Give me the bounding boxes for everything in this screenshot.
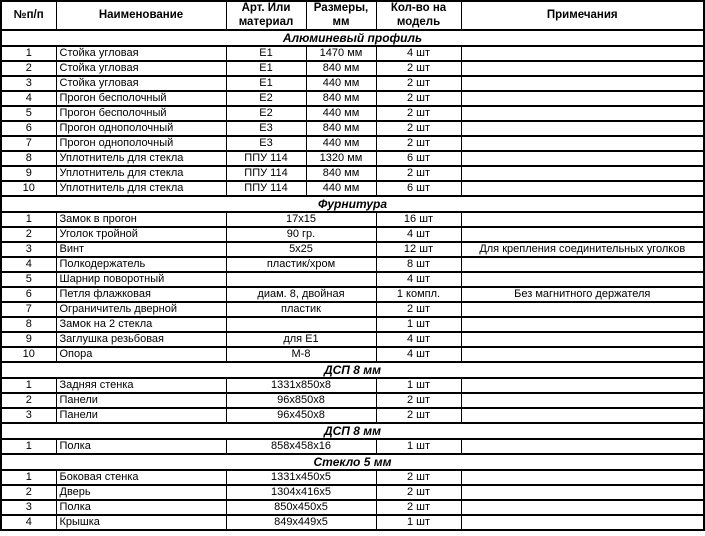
art-material-cell: Е1 <box>226 61 306 76</box>
section-title: ДСП 8 мм <box>1 423 704 439</box>
note-cell <box>461 257 704 272</box>
item-name-cell: Крышка <box>56 515 226 530</box>
table-row <box>1 485 704 500</box>
item-name-cell: Полка <box>56 439 226 454</box>
table-row <box>1 212 704 227</box>
quantity-cell: 2 шт <box>376 470 461 485</box>
art-size-cell: 96х850х8 <box>226 393 376 408</box>
size-cell: 440 мм <box>306 76 376 91</box>
quantity-cell: 4 шт <box>376 46 461 61</box>
row-number-cell: 9 <box>1 166 56 181</box>
row-number-cell: 9 <box>1 332 56 347</box>
table-row <box>1 317 704 332</box>
size-cell: 440 мм <box>306 106 376 121</box>
art-material-cell: Е2 <box>226 106 306 121</box>
row-number-cell: 3 <box>1 500 56 515</box>
item-name-cell: Уплотнитель для стекла <box>56 151 226 166</box>
note-cell <box>461 166 704 181</box>
quantity-cell: 2 шт <box>376 166 461 181</box>
item-name-cell: Опора <box>56 347 226 362</box>
note-cell <box>461 302 704 317</box>
column-header-art: Арт. Или материал <box>226 1 306 30</box>
item-name-cell: Прогон бесполочный <box>56 106 226 121</box>
table-row <box>1 76 704 91</box>
row-number-cell: 3 <box>1 242 56 257</box>
note-cell <box>461 317 704 332</box>
table-row <box>1 91 704 106</box>
quantity-cell: 4 шт <box>376 272 461 287</box>
section-title: ДСП 8 мм <box>1 362 704 378</box>
column-header-num: №п/п <box>1 1 56 30</box>
quantity-cell: 2 шт <box>376 106 461 121</box>
table-row <box>1 378 704 393</box>
size-cell: 1320 мм <box>306 151 376 166</box>
item-name-cell: Прогон бесполочный <box>56 91 226 106</box>
art-material-cell: Е3 <box>226 136 306 151</box>
table-row <box>1 408 704 423</box>
column-header-name: Наименование <box>56 1 226 30</box>
item-name-cell: Боковая стенка <box>56 470 226 485</box>
row-number-cell: 8 <box>1 151 56 166</box>
note-cell: Без магнитного держателя <box>461 287 704 302</box>
section-header-row <box>1 196 704 212</box>
item-name-cell: Петля флажковая <box>56 287 226 302</box>
art-material-cell: Е2 <box>226 91 306 106</box>
note-cell <box>461 212 704 227</box>
note-cell <box>461 347 704 362</box>
art-material-cell: ППУ 114 <box>226 151 306 166</box>
art-size-cell: 90 гр. <box>226 227 376 242</box>
item-name-cell: Стойка угловая <box>56 76 226 91</box>
table-row <box>1 61 704 76</box>
item-name-cell: Замок в прогон <box>56 212 226 227</box>
item-name-cell: Шарнир поворотный <box>56 272 226 287</box>
note-cell <box>461 439 704 454</box>
note-cell <box>461 470 704 485</box>
art-material-cell: Е3 <box>226 121 306 136</box>
quantity-cell: 1 шт <box>376 378 461 393</box>
row-number-cell: 1 <box>1 46 56 61</box>
row-number-cell: 3 <box>1 408 56 423</box>
quantity-cell: 4 шт <box>376 227 461 242</box>
table-row <box>1 46 704 61</box>
row-number-cell: 8 <box>1 317 56 332</box>
column-header-note: Примечания <box>461 1 704 30</box>
item-name-cell: Винт <box>56 242 226 257</box>
quantity-cell: 2 шт <box>376 136 461 151</box>
art-size-cell: диам. 8, двойная <box>226 287 376 302</box>
row-number-cell: 2 <box>1 227 56 242</box>
table-row <box>1 227 704 242</box>
note-cell <box>461 181 704 196</box>
art-size-cell <box>226 317 376 332</box>
quantity-cell: 2 шт <box>376 393 461 408</box>
quantity-cell: 2 шт <box>376 485 461 500</box>
art-size-cell: 850х450х5 <box>226 500 376 515</box>
section-header-row <box>1 423 704 439</box>
item-name-cell: Уплотнитель для стекла <box>56 166 226 181</box>
row-number-cell: 5 <box>1 106 56 121</box>
quantity-cell: 2 шт <box>376 76 461 91</box>
item-name-cell: Прогон однополочный <box>56 136 226 151</box>
quantity-cell: 2 шт <box>376 121 461 136</box>
item-name-cell: Задняя стенка <box>56 378 226 393</box>
art-material-cell: Е1 <box>226 76 306 91</box>
size-cell: 1470 мм <box>306 46 376 61</box>
item-name-cell: Уголок тройной <box>56 227 226 242</box>
table-row <box>1 181 704 196</box>
table-row <box>1 332 704 347</box>
item-name-cell: Стойка угловая <box>56 61 226 76</box>
row-number-cell: 6 <box>1 121 56 136</box>
column-header-size: Размеры, мм <box>306 1 376 30</box>
quantity-cell: 4 шт <box>376 332 461 347</box>
quantity-cell: 16 шт <box>376 212 461 227</box>
quantity-cell: 1 компл. <box>376 287 461 302</box>
art-material-cell: ППУ 114 <box>226 166 306 181</box>
table-row <box>1 242 704 257</box>
note-cell <box>461 515 704 530</box>
row-number-cell: 4 <box>1 257 56 272</box>
art-size-cell: пластик/хром <box>226 257 376 272</box>
section-title: Стекло 5 мм <box>1 454 704 470</box>
art-size-cell: М-8 <box>226 347 376 362</box>
row-number-cell: 2 <box>1 61 56 76</box>
note-cell <box>461 378 704 393</box>
quantity-cell: 2 шт <box>376 408 461 423</box>
row-number-cell: 7 <box>1 302 56 317</box>
art-size-cell: 17х15 <box>226 212 376 227</box>
table-row <box>1 393 704 408</box>
size-cell: 840 мм <box>306 61 376 76</box>
note-cell <box>461 61 704 76</box>
table-row <box>1 302 704 317</box>
table-row <box>1 347 704 362</box>
row-number-cell: 4 <box>1 91 56 106</box>
art-size-cell <box>226 272 376 287</box>
art-size-cell: для Е1 <box>226 332 376 347</box>
note-cell <box>461 272 704 287</box>
quantity-cell: 2 шт <box>376 302 461 317</box>
row-number-cell: 1 <box>1 439 56 454</box>
row-number-cell: 10 <box>1 181 56 196</box>
row-number-cell: 1 <box>1 378 56 393</box>
table-row <box>1 439 704 454</box>
section-header-row <box>1 30 704 46</box>
quantity-cell: 2 шт <box>376 61 461 76</box>
item-name-cell: Панели <box>56 393 226 408</box>
note-cell <box>461 393 704 408</box>
quantity-cell: 8 шт <box>376 257 461 272</box>
note-cell: Для крепления соединительных уголков <box>461 242 704 257</box>
item-name-cell: Замок на 2 стекла <box>56 317 226 332</box>
table-row <box>1 500 704 515</box>
quantity-cell: 1 шт <box>376 439 461 454</box>
art-size-cell: 1331х850х8 <box>226 378 376 393</box>
art-size-cell: 1304х416х5 <box>226 485 376 500</box>
art-size-cell: 849х449х5 <box>226 515 376 530</box>
item-name-cell: Ограничитель дверной <box>56 302 226 317</box>
note-cell <box>461 136 704 151</box>
section-title: Фурнитура <box>1 196 704 212</box>
table-row <box>1 272 704 287</box>
quantity-cell: 12 шт <box>376 242 461 257</box>
table-body <box>1 30 704 530</box>
note-cell <box>461 46 704 61</box>
item-name-cell: Уплотнитель для стекла <box>56 181 226 196</box>
note-cell <box>461 76 704 91</box>
table-row <box>1 136 704 151</box>
quantity-cell: 4 шт <box>376 347 461 362</box>
row-number-cell: 1 <box>1 212 56 227</box>
table-row <box>1 151 704 166</box>
row-number-cell: 2 <box>1 393 56 408</box>
row-number-cell: 2 <box>1 485 56 500</box>
art-size-cell: 1331х450х5 <box>226 470 376 485</box>
column-header-qty: Кол-во на модель <box>376 1 461 30</box>
table-row <box>1 166 704 181</box>
item-name-cell: Прогон однополочный <box>56 121 226 136</box>
quantity-cell: 2 шт <box>376 91 461 106</box>
note-cell <box>461 227 704 242</box>
art-size-cell: пластик <box>226 302 376 317</box>
section-header-row <box>1 362 704 378</box>
art-material-cell: ППУ 114 <box>226 181 306 196</box>
size-cell: 840 мм <box>306 91 376 106</box>
note-cell <box>461 121 704 136</box>
item-name-cell: Панели <box>56 408 226 423</box>
item-name-cell: Заглушка резьбовая <box>56 332 226 347</box>
quantity-cell: 2 шт <box>376 500 461 515</box>
table-row <box>1 287 704 302</box>
row-number-cell: 4 <box>1 515 56 530</box>
note-cell <box>461 408 704 423</box>
item-name-cell: Полкодержатель <box>56 257 226 272</box>
note-cell <box>461 485 704 500</box>
section-title: Алюминевый профиль <box>1 30 704 46</box>
size-cell: 840 мм <box>306 121 376 136</box>
row-number-cell: 6 <box>1 287 56 302</box>
row-number-cell: 3 <box>1 76 56 91</box>
note-cell <box>461 500 704 515</box>
table-row <box>1 121 704 136</box>
row-number-cell: 10 <box>1 347 56 362</box>
table-row <box>1 257 704 272</box>
row-number-cell: 7 <box>1 136 56 151</box>
quantity-cell: 6 шт <box>376 181 461 196</box>
item-name-cell: Полка <box>56 500 226 515</box>
size-cell: 440 мм <box>306 136 376 151</box>
note-cell <box>461 151 704 166</box>
size-cell: 840 мм <box>306 166 376 181</box>
table-row <box>1 106 704 121</box>
row-number-cell: 5 <box>1 272 56 287</box>
note-cell <box>461 106 704 121</box>
header-row <box>1 1 704 30</box>
size-cell: 440 мм <box>306 181 376 196</box>
art-size-cell: 5х25 <box>226 242 376 257</box>
section-header-row <box>1 454 704 470</box>
item-name-cell: Стойка угловая <box>56 46 226 61</box>
art-size-cell: 858х458х16 <box>226 439 376 454</box>
table-row <box>1 470 704 485</box>
art-size-cell: 96х450х8 <box>226 408 376 423</box>
note-cell <box>461 91 704 106</box>
art-material-cell: Е1 <box>226 46 306 61</box>
quantity-cell: 1 шт <box>376 515 461 530</box>
item-name-cell: Дверь <box>56 485 226 500</box>
note-cell <box>461 332 704 347</box>
quantity-cell: 1 шт <box>376 317 461 332</box>
quantity-cell: 6 шт <box>376 151 461 166</box>
row-number-cell: 1 <box>1 470 56 485</box>
table-row <box>1 515 704 530</box>
